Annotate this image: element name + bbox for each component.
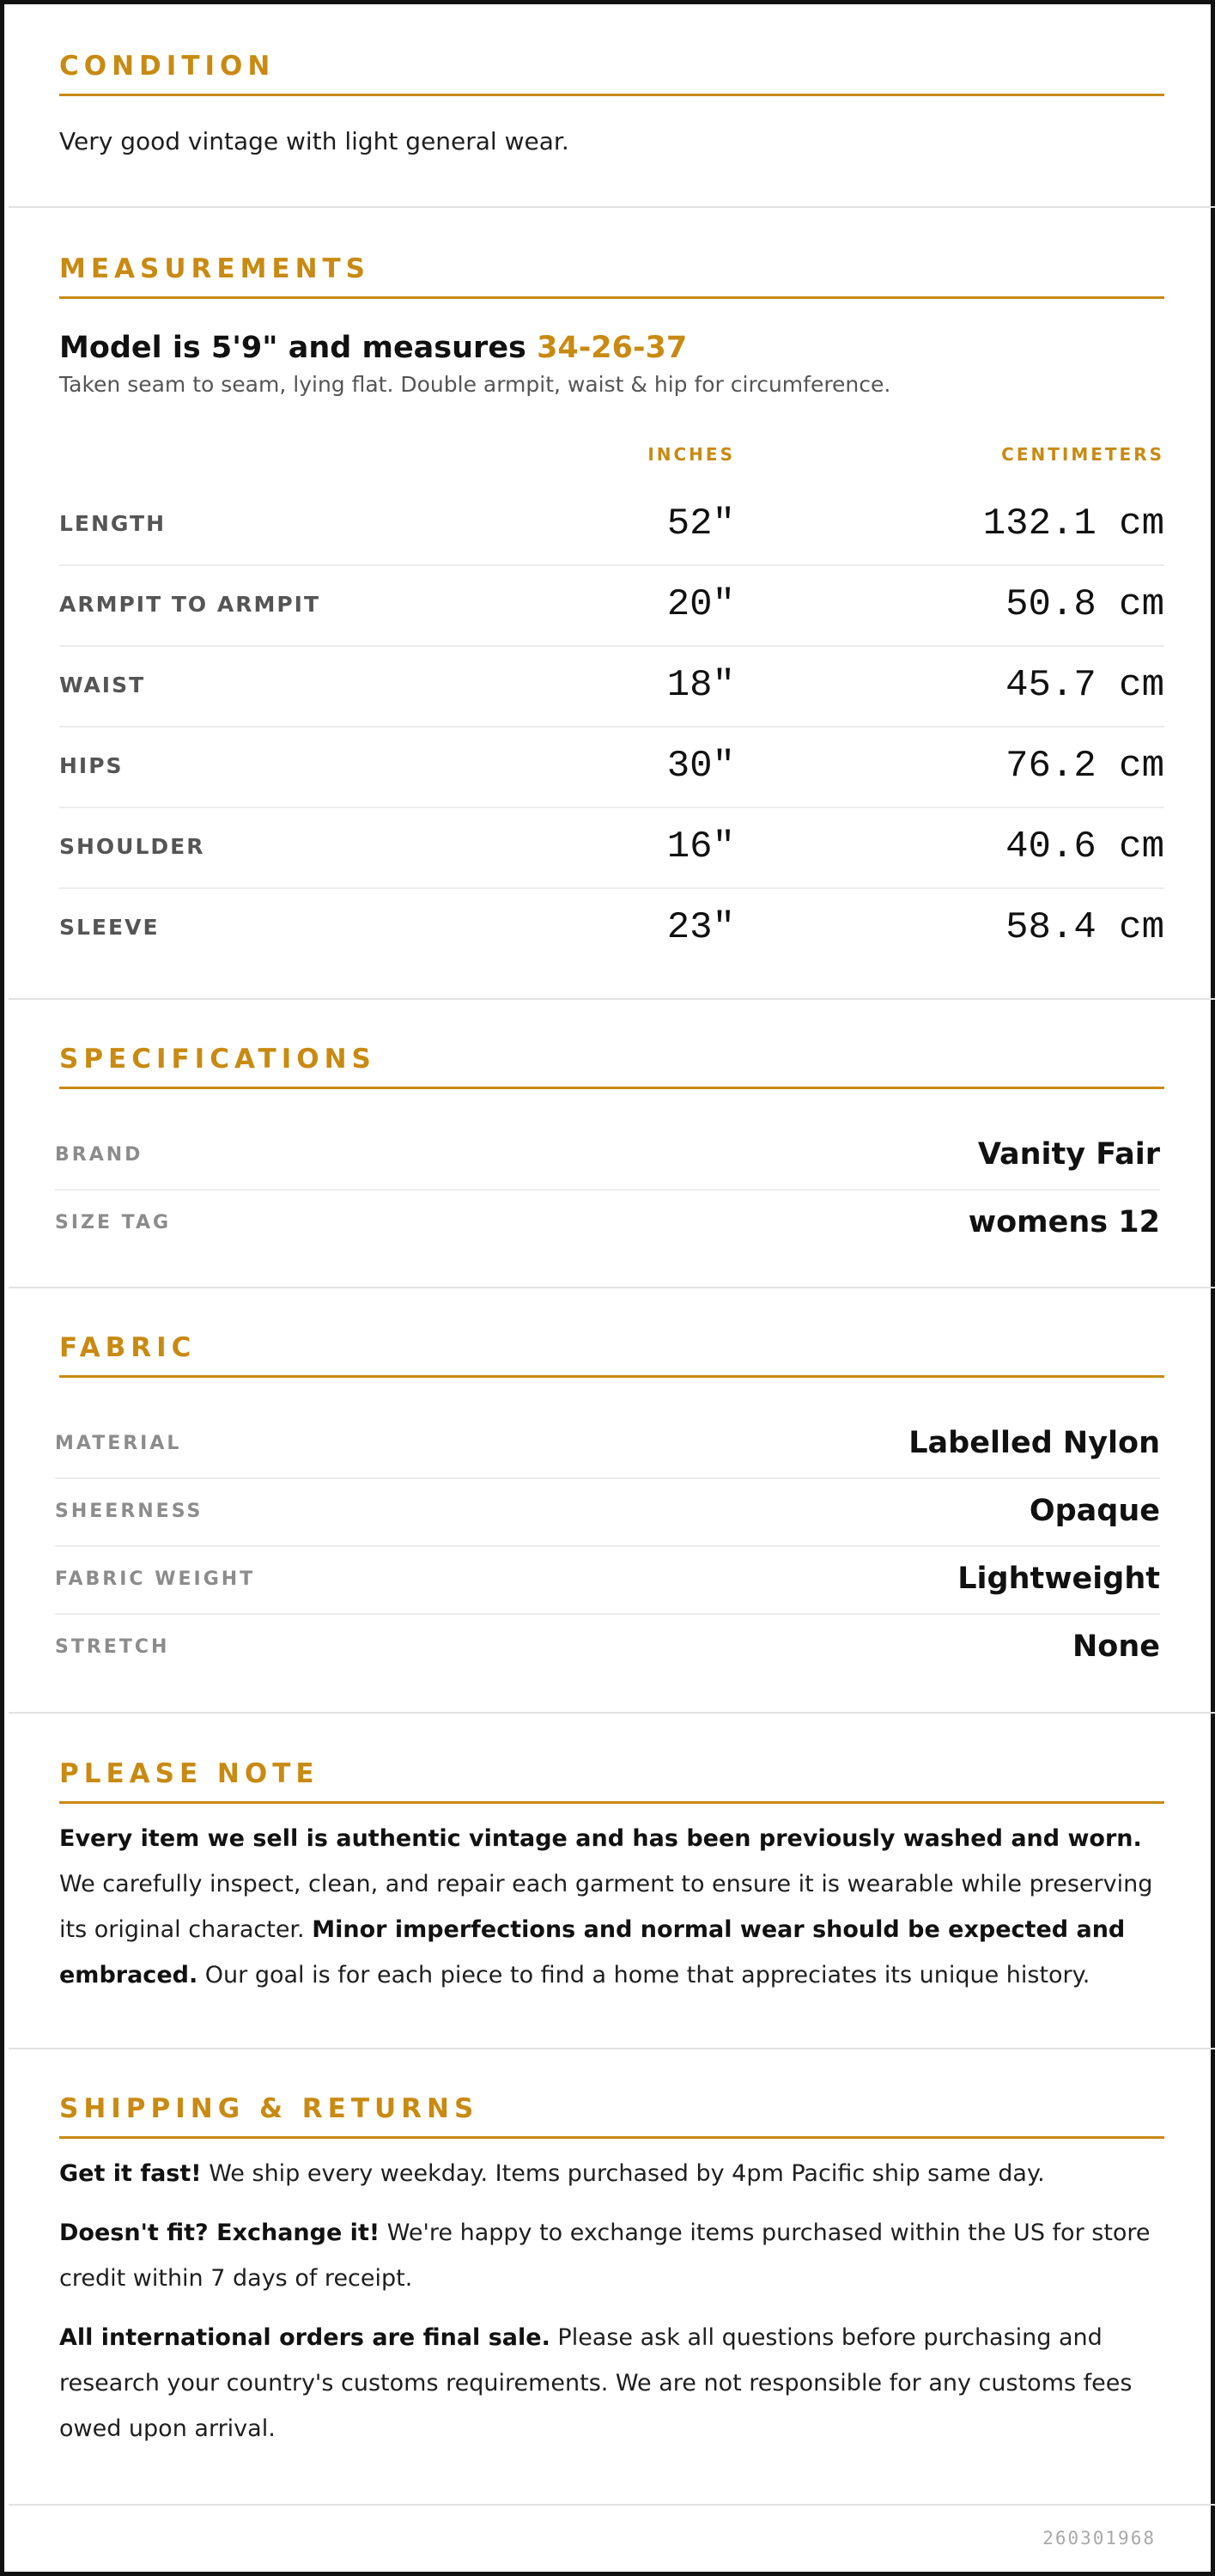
fabric-title: FABRIC	[59, 1332, 197, 1363]
fabric-row-weight	[55, 1545, 1160, 1615]
shipping-exchange-bold: Doesn't fit? Exchange it!	[59, 2220, 380, 2246]
condition-title: CONDITION	[59, 51, 276, 82]
measurement-cm: 132.1 cm	[982, 502, 1164, 545]
specifications-title-rule	[59, 1087, 1164, 1089]
fabric-value: None	[1072, 1629, 1160, 1664]
spec-label: SIZE TAG	[55, 1212, 172, 1233]
model-measures: 34-26-37	[537, 331, 688, 365]
measurement-label: LENGTH	[59, 511, 166, 536]
measurement-cm: 40.6 cm	[1005, 825, 1164, 868]
measurements-section	[9, 252, 1215, 400]
measurement-inches: 16"	[666, 825, 735, 868]
measurement-inches: 30"	[666, 745, 735, 788]
measurement-inches: 23"	[666, 906, 735, 949]
measurement-inches: 52"	[666, 502, 735, 545]
fabric-label: MATERIAL	[55, 1433, 182, 1454]
fabric-label: SHEERNESS	[55, 1501, 204, 1522]
measurement-note: Taken seam to seam, lying flat. Double armpit, waist & hip for circumference.	[59, 372, 891, 397]
measurement-cm: 58.4 cm	[1005, 906, 1164, 949]
please-note-section	[9, 1757, 1215, 1998]
section-divider	[9, 1287, 1215, 1288]
fabric-row-sheerness	[55, 1477, 1160, 1547]
measurement-row-armpit	[59, 564, 1164, 647]
measurement-row-sleeve	[59, 887, 1164, 968]
spec-label: BRAND	[55, 1144, 143, 1166]
note-text-inspect: We carefully inspect, clean, and repair each garment to ensure it is wearable while preserving its original character.	[59, 1871, 1153, 1943]
specifications-section	[9, 1042, 1215, 1089]
measurement-inches: 20"	[666, 583, 735, 626]
measurements-header	[59, 444, 1164, 470]
shipping-international-bold: All international orders are final sale.	[59, 2324, 550, 2351]
shipping-fast-text: We ship every weekday. Items purchased by 4pm Pacific ship same day.	[201, 2160, 1045, 2187]
measurement-row-waist	[59, 645, 1164, 728]
shipping-exchange-text: We're happy to exchange items purchased within the US for store credit within 7 days of receipt.	[59, 2220, 1151, 2292]
section-divider	[9, 2048, 1215, 2049]
measurement-label: SLEEVE	[59, 915, 160, 940]
section-divider	[9, 998, 1215, 1000]
please-note-title: PLEASE NOTE	[59, 1758, 319, 1789]
measurement-cm: 45.7 cm	[1005, 664, 1164, 707]
spec-value: womens 12	[968, 1205, 1160, 1239]
spec-value: Vanity Fair	[977, 1137, 1160, 1172]
measurement-inches: 18"	[666, 664, 735, 707]
fabric-section	[9, 1331, 1215, 1378]
measurements-title-rule	[59, 296, 1164, 299]
shipping-international-text: Please ask all questions before purchasing and research your country's customs requirements. We are not responsible for any customs fees owed upon arrival.	[59, 2324, 1133, 2442]
fabric-label: FABRIC WEIGHT	[55, 1568, 256, 1590]
measurement-label: WAIST	[59, 673, 146, 697]
shipping-exchange-paragraph	[59, 2210, 1164, 2301]
specifications-title: SPECIFICATIONS	[59, 1044, 376, 1075]
fabric-value: Lightweight	[957, 1562, 1160, 1596]
measurement-label: SHOULDER	[59, 834, 205, 859]
shipping-international-paragraph	[59, 2315, 1164, 2451]
fabric-title-rule	[59, 1375, 1164, 1378]
section-divider	[9, 206, 1215, 208]
sku-number: 260301968	[1042, 2528, 1156, 2549]
shipping-section	[9, 2092, 1215, 2451]
measurement-row-length	[59, 484, 1164, 566]
measurement-cm: 50.8 cm	[1005, 583, 1164, 626]
measurements-title: MEASUREMENTS	[59, 253, 371, 284]
measurement-label: HIPS	[59, 753, 124, 778]
please-note-title-rule	[59, 1801, 1164, 1804]
shipping-title: SHIPPING & RETURNS	[59, 2093, 479, 2124]
fabric-value: Labelled Nylon	[908, 1426, 1160, 1460]
measurement-row-hips	[59, 726, 1164, 808]
section-divider	[9, 2504, 1215, 2506]
fabric-row-stretch	[55, 1613, 1160, 1681]
model-info-prefix: Model is 5'9" and measures	[59, 331, 538, 365]
measurement-label: ARMPIT TO ARMPIT	[59, 592, 321, 617]
shipping-fast-bold: Get it fast!	[59, 2160, 202, 2187]
measurements-table	[9, 444, 1215, 959]
please-note-text	[59, 1816, 1164, 1998]
fabric-value: Opaque	[1029, 1494, 1160, 1528]
fabric-row-material	[55, 1410, 1160, 1479]
condition-title-rule	[59, 94, 1164, 96]
note-bold-imperfections: Minor imperfections and normal wear should be expected and embraced.	[59, 1916, 1126, 1988]
fabric-label: STRETCH	[55, 1636, 170, 1658]
condition-text: Very good vintage with light general wear.	[59, 127, 569, 155]
measurement-cm: 76.2 cm	[1005, 745, 1164, 788]
measurement-row-shoulder	[59, 807, 1164, 889]
note-bold-authentic: Every item we sell is authentic vintage and has been previously washed and worn.	[59, 1825, 1142, 1852]
note-text-goal: Our goal is for each piece to find a home that appreciates its unique history.	[197, 1962, 1090, 1988]
shipping-title-rule	[59, 2136, 1164, 2139]
inches-column-header: INCHES	[647, 444, 735, 465]
shipping-fast-paragraph	[59, 2151, 1164, 2196]
section-divider	[9, 1712, 1215, 1714]
spec-row-size-tag	[55, 1189, 1160, 1257]
centimeters-column-header: CENTIMETERS	[1001, 444, 1164, 465]
condition-section	[9, 49, 1215, 164]
model-info	[59, 328, 1164, 368]
spec-row-brand	[55, 1121, 1160, 1191]
